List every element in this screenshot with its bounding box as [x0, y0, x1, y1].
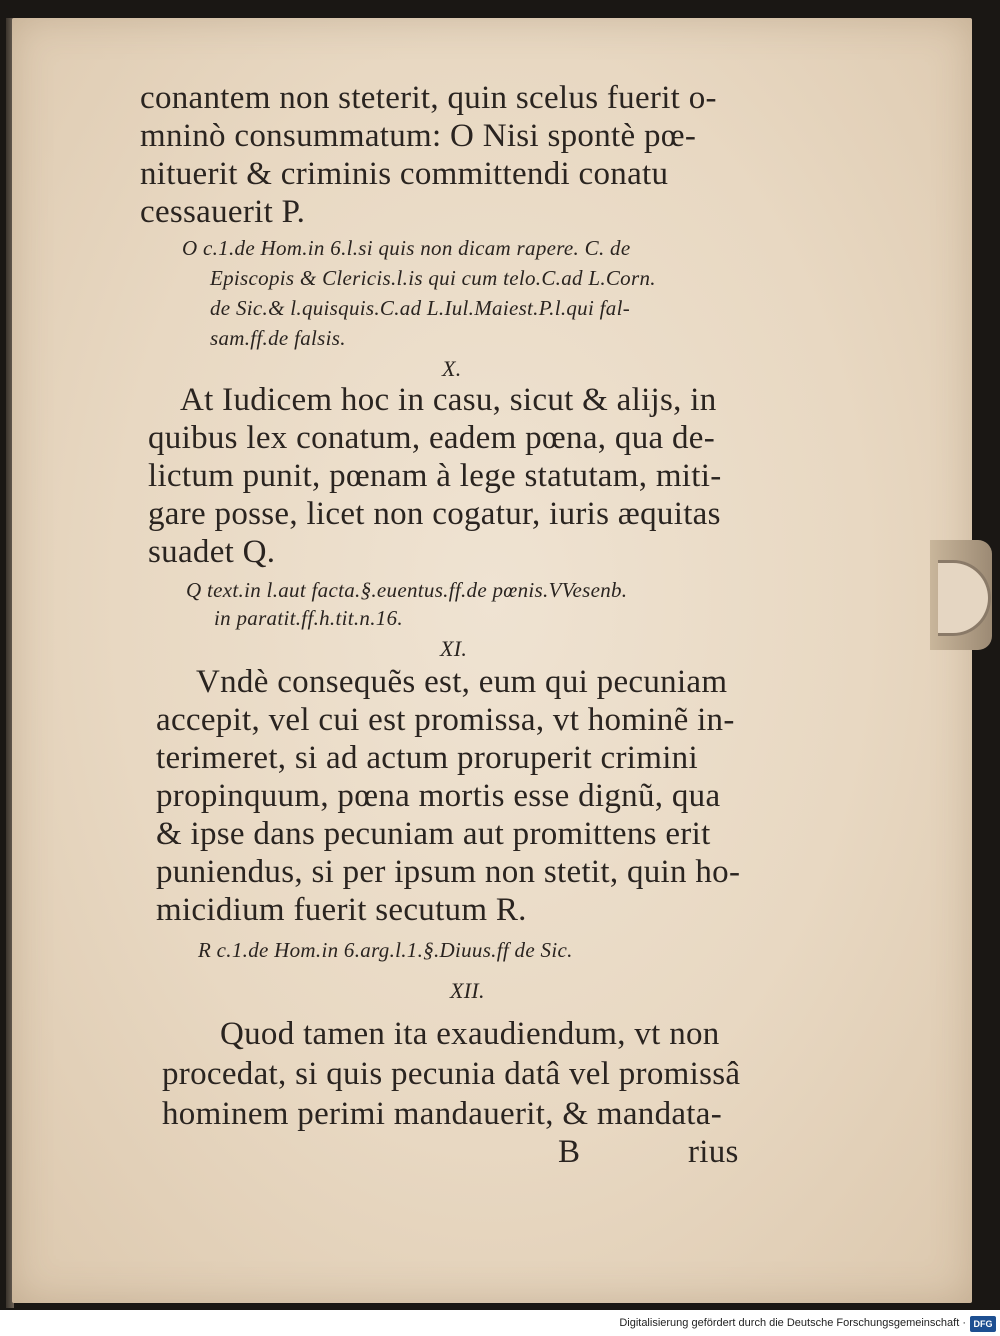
section-heading: XII.: [450, 978, 485, 1003]
footnote-line: Episcopis & Clericis.l.is qui cum telo.C.ad L.Corn.: [210, 266, 656, 290]
text-line: At Iudicem hoc in casu, sicut & alijs, in: [180, 382, 717, 418]
text-line: mninò consummatum: O Nisi spontè pœ-: [140, 118, 697, 154]
footnote-line: O c.1.de Hom.in 6.l.si quis non dicam rapere. C. de: [182, 236, 631, 260]
text-line: & ipse dans pecuniam aut promittens erit: [156, 816, 711, 852]
text-line: conantem non steterit, quin scelus fuerit o-: [140, 80, 717, 116]
text-line: procedat, si quis pecunia datâ vel promissâ: [162, 1056, 741, 1092]
dfg-logo-icon[interactable]: DFG: [970, 1316, 996, 1332]
text-line: gare posse, licet non cogatur, iuris æquitas: [148, 496, 721, 532]
text-line: propinquum, pœna mortis esse dignũ, qua: [156, 778, 721, 814]
text-line: micidium fuerit secutum R.: [156, 892, 527, 928]
footnote-line: in paratit.ff.h.tit.n.16.: [214, 606, 403, 630]
text-line: cessauerit P.: [140, 194, 306, 230]
text-line: hominem perimi mandauerit, & mandata-: [162, 1096, 723, 1132]
section-heading: X.: [442, 356, 462, 381]
text-line: suadet Q.: [148, 534, 276, 570]
text-line: Vndè consequẽs est, eum qui pecuniam: [196, 664, 728, 700]
signature-mark: B: [558, 1134, 581, 1170]
text-line: lictum punit, pœnam à lege statutam, miti-: [148, 458, 722, 494]
footnote-line: de Sic.& l.quisquis.C.ad L.Iul.Maiest.P.l.qui fal-: [210, 296, 631, 320]
footnote-line: Q text.in l.aut facta.§.euentus.ff.de pœnis.VVesenb.: [186, 578, 628, 602]
footer-bar: [0, 1314, 1000, 1336]
catchword: rius: [688, 1134, 739, 1170]
text-line: terimeret, si ad actum proruperit crimini: [156, 740, 698, 776]
footnote-line: sam.ff.de falsis.: [210, 326, 346, 350]
text-line: Quod tamen ita exaudiendum, vt non: [220, 1016, 720, 1052]
footnote-line: R c.1.de Hom.in 6.arg.l.1.§.Diuus.ff de Sic.: [198, 938, 573, 962]
text-line: puniendus, si per ipsum non stetit, quin ho-: [156, 854, 741, 890]
text-line: accepit, vel cui est promissa, vt hominẽ in-: [156, 702, 735, 738]
text-line: nituerit & criminis committendi conatu: [140, 156, 669, 192]
section-heading: XI.: [440, 636, 468, 661]
text-line: quibus lex conatum, eadem pœna, qua de-: [148, 420, 716, 456]
funding-credit: Digitalisierung gefördert durch die Deutsche Forschungsgemeinschaft ·: [619, 1317, 966, 1329]
